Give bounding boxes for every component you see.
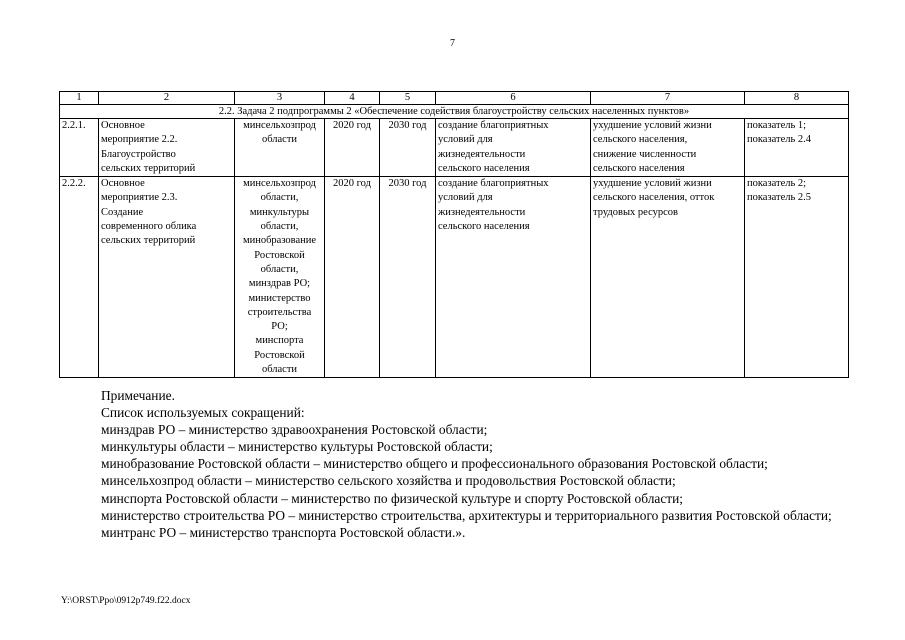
result-cell	[436, 177, 591, 378]
result-line: сельского населения	[438, 221, 530, 233]
executor-line: области,	[260, 263, 299, 275]
consequences-line: ухудшение условий жизни	[593, 178, 712, 190]
abbreviation-entry: минспорта Ростовской области – министерство по физической культуре и спорту Ростовской области;	[101, 490, 684, 506]
abbreviation-entry: минтранс РО – министерство транспорта Ростовской области.».	[101, 524, 466, 540]
result-line: сельского населения	[438, 162, 530, 174]
abbreviation-entry: минкультуры области – министерство культуры Ростовской области;	[101, 439, 493, 455]
executor-line: минкультуры	[249, 206, 310, 218]
measure-name-line: мероприятие 2.2.	[101, 134, 178, 146]
abbreviation-entry: минсельхозпрод области – министерство сельского хозяйства и продовольствия Ростовской области;	[101, 473, 676, 489]
result-line: создание благоприятных	[438, 178, 549, 190]
consequences-cell	[591, 119, 745, 177]
executor-cell	[235, 119, 325, 177]
column-header: 6	[436, 92, 591, 105]
executor-line: министерство	[248, 292, 311, 304]
result-cell	[436, 119, 591, 177]
note-heading: Примечание.	[101, 388, 175, 403]
executor-line: области,	[260, 221, 299, 233]
measure-name-line: Основное	[101, 120, 145, 131]
column-header: 7	[591, 92, 745, 105]
end-year: 2030 год	[380, 177, 436, 378]
result-line: жизнедеятельности	[438, 206, 526, 218]
measure-name-line: сельских территорий	[101, 162, 196, 174]
executor-line: РО;	[271, 321, 288, 333]
table-row	[60, 177, 849, 378]
abbreviation-entry: министерство строительства РО – министерство строительства, архитектуры и территориального развития Ростовской области;	[101, 507, 832, 523]
executor-line: минздрав РО;	[248, 278, 311, 290]
result-line: условий для	[438, 134, 493, 146]
indicator-line: показатель 2;	[747, 178, 807, 190]
task-title: 2.2. Задача 2 подпрограммы 2 «Обеспечение содействия благоустройству сельских населенных пунктов»	[60, 105, 849, 119]
page-number: 7	[450, 38, 455, 49]
result-line: условий для	[438, 192, 493, 204]
table-row	[60, 119, 849, 177]
column-header: 8	[745, 92, 849, 105]
executor-line: минобразование	[242, 235, 317, 247]
end-year: 2030 год	[380, 119, 436, 177]
abbreviation-entry: минобразование Ростовской области – министерство общего и профессионального образования Ростовской области;	[101, 456, 768, 472]
indicators-cell	[745, 119, 849, 177]
indicators-cell	[745, 177, 849, 378]
task-row	[60, 105, 849, 119]
executor-line: области	[261, 364, 298, 376]
measures-table	[59, 91, 849, 378]
executor-line: области,	[260, 192, 299, 204]
column-header: 3	[235, 92, 325, 105]
measure-name-cell	[99, 119, 235, 177]
table-header-row	[60, 92, 849, 105]
abbreviations-title: Список используемых сокращений:	[101, 405, 305, 421]
measure-name-line: Создание	[101, 206, 144, 218]
executor-line: Ростовской	[254, 349, 305, 361]
consequences-line: ухудшение условий жизни	[593, 120, 712, 131]
executor-line: строительства	[247, 306, 312, 318]
executor-line: минсельхозпрод	[243, 120, 316, 131]
consequences-line: снижение численности	[593, 148, 697, 160]
abbreviation-entry: минздрав РО – министерство здравоохранения Ростовской области;	[101, 422, 488, 438]
consequences-line: трудовых ресурсов	[593, 206, 678, 218]
consequences-cell	[591, 177, 745, 378]
executor-line: минсельхозпрод	[243, 178, 316, 190]
measure-name-line: сельских территорий	[101, 235, 196, 247]
column-header: 1	[60, 92, 99, 105]
consequences-line: сельского населения	[593, 162, 685, 174]
executor-line: Ростовской	[254, 249, 305, 261]
abbreviations-notes	[61, 387, 843, 541]
executor-line: минспорта	[255, 335, 304, 347]
column-header: 2	[99, 92, 235, 105]
measure-name-line: мероприятие 2.3.	[101, 192, 178, 204]
row-number: 2.2.2.	[60, 177, 99, 378]
measure-name-line: Основное	[101, 178, 145, 190]
consequences-line: сельского населения,	[593, 134, 688, 146]
indicator-line: показатель 2.5	[747, 192, 812, 204]
column-header: 5	[380, 92, 436, 105]
measure-name-cell	[99, 177, 235, 378]
indicator-line: показатель 2.4	[747, 134, 812, 146]
row-number: 2.2.1.	[60, 119, 99, 177]
column-header: 4	[325, 92, 380, 105]
measure-name-line: современного облика	[101, 221, 197, 233]
result-line: жизнедеятельности	[438, 148, 526, 160]
file-path: Y:\ORST\Ppo\0912p749.f22.docx	[61, 596, 191, 606]
consequences-line: сельского населения, отток	[593, 192, 715, 204]
start-year: 2020 год	[325, 177, 380, 378]
measure-name-line: Благоустройство	[101, 148, 176, 160]
result-line: создание благоприятных	[438, 120, 549, 131]
executor-line: области	[261, 134, 298, 146]
indicator-line: показатель 1;	[747, 120, 807, 131]
executor-cell	[235, 177, 325, 378]
start-year: 2020 год	[325, 119, 380, 177]
